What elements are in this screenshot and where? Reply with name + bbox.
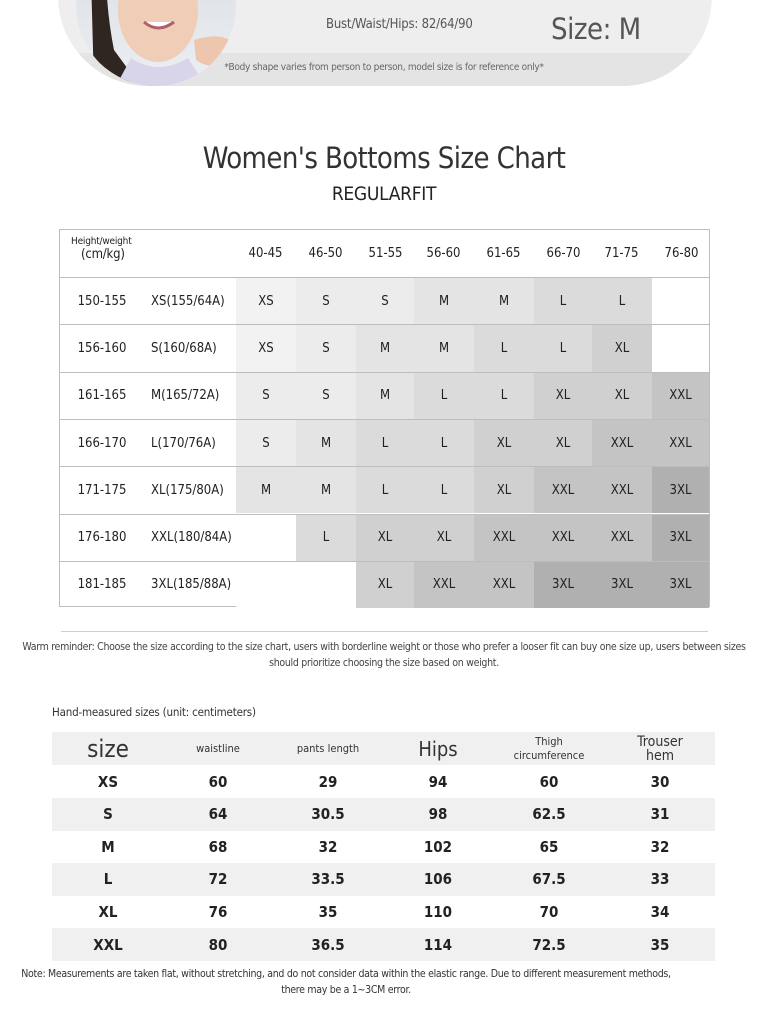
weight-column-header: 51-55	[368, 246, 403, 261]
weight-column-header: 56-60	[426, 246, 461, 261]
size-label-cell: S	[103, 805, 113, 824]
column-header: Trouser hem	[637, 733, 683, 764]
model-size-note: *Body shape varies from person to person, model size is for reference only*	[224, 62, 544, 73]
size-recommendation-cell: XXL	[474, 515, 534, 561]
size-recommendation-cell: L	[296, 515, 356, 561]
size-recommendation-cell: S	[296, 278, 356, 324]
size-recommendation-cell: S	[356, 278, 414, 324]
size-recommendation-cell: XL	[592, 325, 652, 371]
size-recommendation-cell: XXL	[652, 373, 709, 419]
size-recommendation-cell: XL	[414, 515, 474, 561]
size-recommendation-cell: XXL	[474, 562, 534, 608]
size-recommendation-cell: L	[356, 420, 414, 466]
measurement-cell: 36.5	[311, 935, 345, 954]
size-recommendation-cell	[236, 515, 296, 561]
weight-column-header: 71-75	[604, 246, 639, 261]
size-label-cell: XL	[98, 902, 118, 921]
size-recommendation-cell: M	[296, 420, 356, 466]
measurement-footnote: Note: Measurements are taken flat, without stretching, and do not consider data within the elastic range. Due to different measurement methods, there may be a 1~3CM error.	[21, 968, 671, 996]
measurement-cell: 98	[428, 805, 448, 824]
size-recommendation-cell: XXL	[592, 515, 652, 561]
size-code: XS(155/64A)	[151, 293, 225, 309]
size-label-cell: L	[103, 870, 113, 889]
size-recommendation-cell: XXL	[652, 420, 709, 466]
size-recommendation-cell: 3XL	[652, 467, 709, 513]
measurement-cell: 31	[650, 805, 670, 824]
weight-column-header: 66-70	[546, 246, 581, 261]
size-recommendation-cell	[296, 562, 356, 608]
model-measurements: Bust/Waist/Hips: 82/64/90	[326, 17, 473, 32]
size-recommendation-cell: 3XL	[652, 562, 709, 608]
measurement-cell: 65	[539, 837, 559, 856]
measurement-cell: 33	[650, 870, 670, 889]
size-recommendation-cell	[236, 562, 296, 608]
height-range: 161-165	[77, 388, 127, 404]
size-recommendation-cell: L	[414, 373, 474, 419]
size-recommendation-cell: M	[296, 467, 356, 513]
model-photo	[76, 0, 236, 86]
size-recommendation-cell: XL	[592, 373, 652, 419]
size-recommendation-cell: XXL	[592, 467, 652, 513]
measurement-cell: 30	[650, 772, 670, 791]
corner-label-bottom: (cm/kg)	[81, 247, 125, 262]
page-title: Women's Bottoms Size Chart	[202, 141, 566, 175]
size-recommendation-cell: L	[534, 278, 592, 324]
size-recommendation-cell: XL	[474, 467, 534, 513]
measurement-cell: 29	[318, 772, 338, 791]
column-header: waistline	[196, 741, 240, 755]
size-code: 3XL(185/88A)	[151, 577, 232, 593]
height-range: 181-185	[77, 577, 127, 593]
table-row	[52, 895, 715, 928]
size-label-cell: M	[101, 837, 115, 856]
size-recommendation-cell: XL	[534, 373, 592, 419]
size-recommendation-cell	[652, 325, 709, 371]
column-header: Thigh circumference	[513, 734, 585, 762]
size-recommendation-cell: S	[236, 420, 296, 466]
size-recommendation-cell: S	[296, 325, 356, 371]
size-label-cell: XXL	[93, 935, 123, 954]
size-recommendation-cell: L	[534, 325, 592, 371]
size-recommendation-cell: XXL	[414, 562, 474, 608]
size-recommendation-cell: M	[356, 373, 414, 419]
measurement-cell: 35	[318, 902, 338, 921]
size-recommendation-cell: 3XL	[592, 562, 652, 608]
size-chart-grid	[59, 229, 710, 607]
divider	[61, 631, 708, 632]
size-recommendation-cell: L	[592, 278, 652, 324]
measurement-cell: 35	[650, 935, 670, 954]
measurement-cell: 67.5	[532, 870, 566, 889]
size-recommendation-cell: 3XL	[534, 562, 592, 608]
measurement-cell: 106	[423, 870, 453, 889]
size-recommendation-cell: XL	[534, 420, 592, 466]
measurement-cell: 102	[423, 837, 453, 856]
size-recommendation-cell: S	[296, 373, 356, 419]
measurement-cell: 114	[423, 935, 453, 954]
table-row	[52, 928, 715, 961]
weight-column-header: 40-45	[248, 246, 283, 261]
fit-subtitle: REGULARFIT	[331, 183, 437, 205]
weight-column-header: 46-50	[308, 246, 343, 261]
size-recommendation-cell: L	[474, 325, 534, 371]
weight-column-header: 76-80	[664, 246, 699, 261]
hand-measured-caption: Hand-measured sizes (unit: centimeters)	[52, 705, 256, 719]
size-recommendation-cell: XL	[356, 562, 414, 608]
size-recommendation-cell: L	[356, 467, 414, 513]
model-size: Size: M	[551, 12, 641, 46]
size-code: M(165/72A)	[151, 388, 220, 404]
size-recommendation-cell: 3XL	[652, 515, 709, 561]
size-recommendation-cell: L	[414, 420, 474, 466]
measurement-cell: 76	[208, 902, 228, 921]
size-recommendation-cell: M	[474, 278, 534, 324]
column-header: pants length	[296, 741, 360, 755]
model-banner	[58, 0, 712, 86]
size-recommendation-cell: XS	[236, 278, 296, 324]
warm-reminder: Warm reminder: Choose the size according to the size chart, users with borderline weight or those who prefer a looser fit can buy one size up, users between sizes should prioritize choosing the size based on weight.	[22, 641, 746, 669]
measurement-cell: 80	[208, 935, 228, 954]
table-row	[52, 830, 715, 863]
size-code: S(160/68A)	[151, 340, 217, 356]
size-code: XXL(180/84A)	[151, 530, 232, 546]
height-range: 171-175	[77, 482, 127, 498]
measurement-cell: 34	[650, 902, 670, 921]
column-header: size	[87, 734, 129, 763]
size-label-cell: XS	[97, 772, 119, 791]
size-recommendation-cell: L	[474, 373, 534, 419]
measurement-cell: 110	[423, 902, 453, 921]
size-code: L(170/76A)	[151, 435, 216, 451]
size-recommendation-cell: XXL	[534, 515, 592, 561]
table-header-row	[52, 732, 715, 765]
measurement-cell: 68	[208, 837, 228, 856]
size-recommendation-cell: XS	[236, 325, 296, 371]
measurement-cell: 60	[208, 772, 228, 791]
measurement-cell: 30.5	[311, 805, 345, 824]
height-range: 156-160	[77, 340, 127, 356]
size-recommendation-cell: M	[414, 325, 474, 371]
weight-column-header: 61-65	[486, 246, 521, 261]
height-range: 150-155	[77, 293, 127, 309]
size-code: XL(175/80A)	[151, 482, 224, 498]
height-range: 166-170	[77, 435, 127, 451]
size-recommendation-cell: M	[356, 325, 414, 371]
measurement-cell: 32	[318, 837, 338, 856]
size-recommendation-cell: M	[414, 278, 474, 324]
size-recommendation-cell: XXL	[534, 467, 592, 513]
measurement-cell: 70	[539, 902, 559, 921]
measurement-cell: 62.5	[532, 805, 566, 824]
column-header: Hips	[418, 736, 458, 761]
size-recommendation-cell: XL	[474, 420, 534, 466]
size-recommendation-cell: L	[414, 467, 474, 513]
measurement-cell: 72	[208, 870, 228, 889]
size-recommendation-cell	[652, 278, 709, 324]
size-recommendation-cell: S	[236, 373, 296, 419]
measurement-cell: 32	[650, 837, 670, 856]
measurement-cell: 72.5	[532, 935, 566, 954]
size-recommendation-cell: M	[236, 467, 296, 513]
measurement-cell: 64	[208, 805, 228, 824]
table-row	[52, 798, 715, 831]
measurement-cell: 33.5	[311, 870, 345, 889]
corner-label-top: Height/weight	[71, 236, 132, 247]
table-row	[52, 765, 715, 798]
measurement-cell: 60	[539, 772, 559, 791]
table-row	[52, 863, 715, 896]
size-recommendation-cell: XL	[356, 515, 414, 561]
corner-label	[71, 235, 132, 261]
size-recommendation-cell: XXL	[592, 420, 652, 466]
measurement-cell: 94	[428, 772, 448, 791]
height-range: 176-180	[77, 530, 127, 546]
